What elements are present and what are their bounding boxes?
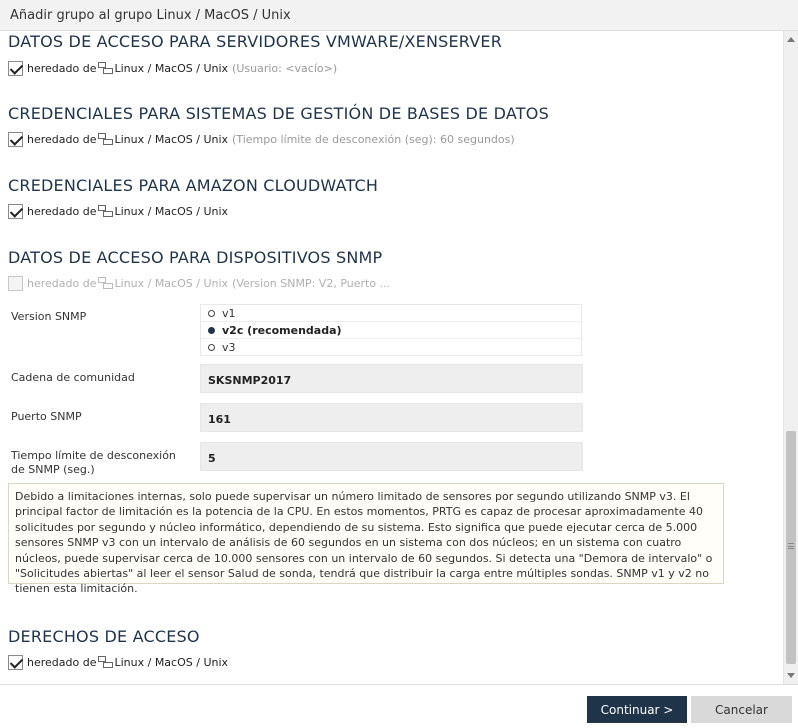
inherit-hint-snmp: (Version SNMP: V2, Puerto ...	[232, 276, 391, 290]
section-title-access-rights: DERECHOS DE ACCESO	[8, 627, 200, 646]
radio-button-selected[interactable]	[208, 327, 215, 334]
snmp-version-option-v3[interactable]	[201, 339, 581, 356]
group-tree-icon	[98, 656, 112, 668]
snmp-version-option-v1[interactable]	[201, 305, 581, 322]
snmp-timeout-label-line1: Tiempo límite de desconexión	[11, 449, 176, 462]
inherit-checkbox-vmware[interactable]	[8, 61, 23, 76]
inherit-group-name: Linux / MacOS / Unix	[114, 204, 229, 218]
group-tree-icon	[98, 205, 112, 217]
inherit-group-name: Linux / MacOS / Unix	[114, 655, 229, 669]
snmp-version-radio-group	[200, 304, 582, 356]
scrollbar-thumb[interactable]	[786, 431, 796, 664]
snmp-version-option-v2c[interactable]	[201, 322, 581, 339]
section-title-cloudwatch: CREDENCIALES PARA AMAZON CLOUDWATCH	[8, 176, 379, 195]
community-string-input[interactable]: SKSNMP2017	[200, 364, 583, 393]
inherit-prefix: heredado de	[27, 132, 97, 146]
snmp-port-input[interactable]: 161	[200, 403, 583, 432]
inherit-row-snmp	[8, 275, 390, 291]
scroll-up-arrow-icon[interactable]	[787, 37, 795, 42]
inherit-prefix: heredado de	[27, 276, 97, 290]
inherit-group-name: Linux / MacOS / Unix	[114, 61, 229, 75]
section-title-vmware: DATOS DE ACCESO PARA SERVIDORES VMWARE/XENSERVER	[8, 32, 503, 51]
inherit-prefix: heredado de	[27, 204, 97, 218]
vertical-scrollbar[interactable]	[783, 31, 798, 684]
scrollbar-grip-icon	[788, 543, 794, 549]
inherit-row-access-rights	[8, 654, 232, 670]
dialog-footer	[0, 684, 798, 728]
group-tree-icon	[98, 62, 112, 74]
dialog-content	[0, 31, 783, 684]
snmp-v3-info-box: Debido a limitaciones internas, solo puede supervisar un número limitado de sensores por segundo utilizando SNMP v3. El principal factor de limitación es la potencia de la CPU. En estos momentos, PRTG es capaz de procesar aproximadamente 40 solicitudes por segundo y núcleo informático, dependiendo de su sistema. Esto significa que puede ejecutar cerca de 5.000 sensores SNMP v3 con un intervalo de análisis de 60 segundos en un sistema con dos núcleos; en un sistema con cuatro núcleos, puede supervisar cerca de 10.000 sensores con un intervalo de 60 segundos. Si detecta una "Demora de intervalo" o "Solicitudes abiertas" al leer el sensor Salud de sonda, tendrá que distribuir la carga entre múltiples sondas. SNMP v1 y v2 no tienen esta limitación.	[8, 483, 724, 584]
snmp-timeout-label	[11, 449, 176, 477]
scroll-down-arrow-icon[interactable]	[787, 673, 795, 678]
dialog-title: Añadir grupo al grupo Linux / MacOS / Unix	[10, 8, 291, 23]
inherit-prefix: heredado de	[27, 61, 97, 75]
inherit-hint-databases: (Tiempo límite de desconexión (seg): 60 segundos)	[232, 132, 515, 146]
inherit-prefix: heredado de	[27, 655, 97, 669]
radio-label: v2c (recomendada)	[222, 323, 342, 337]
inherit-row-vmware	[8, 60, 337, 76]
snmp-timeout-label-line2: de SNMP (seg.)	[11, 463, 95, 476]
group-tree-icon	[98, 277, 112, 289]
radio-button[interactable]	[208, 310, 215, 317]
inherit-hint-vmware: (Usuario: <vacío>)	[232, 61, 338, 75]
section-title-snmp: DATOS DE ACCESO PARA DISPOSITIVOS SNMP	[8, 248, 383, 267]
continue-button[interactable]: Continuar >	[587, 696, 687, 723]
section-title-databases: CREDENCIALES PARA SISTEMAS DE GESTIÓN DE BASES DE DATOS	[8, 104, 549, 123]
inherit-row-cloudwatch	[8, 203, 232, 219]
dialog-titlebar	[0, 0, 798, 31]
community-string-label: Cadena de comunidad	[11, 371, 135, 384]
inherit-group-name: Linux / MacOS / Unix	[114, 132, 229, 146]
snmp-version-label: Version SNMP	[11, 310, 87, 323]
radio-label: v3	[222, 341, 236, 354]
inherit-checkbox-access-rights[interactable]	[8, 655, 23, 670]
radio-label: v1	[222, 306, 236, 320]
inherit-checkbox-cloudwatch[interactable]	[8, 204, 23, 219]
radio-button[interactable]	[208, 344, 215, 351]
inherit-checkbox-databases[interactable]	[8, 132, 23, 147]
inherit-checkbox-snmp[interactable]	[8, 276, 23, 291]
inherit-group-name: Linux / MacOS / Unix	[114, 276, 229, 290]
snmp-timeout-input[interactable]: 5	[200, 442, 583, 471]
snmp-port-label: Puerto SNMP	[11, 410, 82, 423]
cancel-button[interactable]: Cancelar	[691, 696, 792, 723]
inherit-row-databases	[8, 131, 515, 147]
group-tree-icon	[98, 133, 112, 145]
